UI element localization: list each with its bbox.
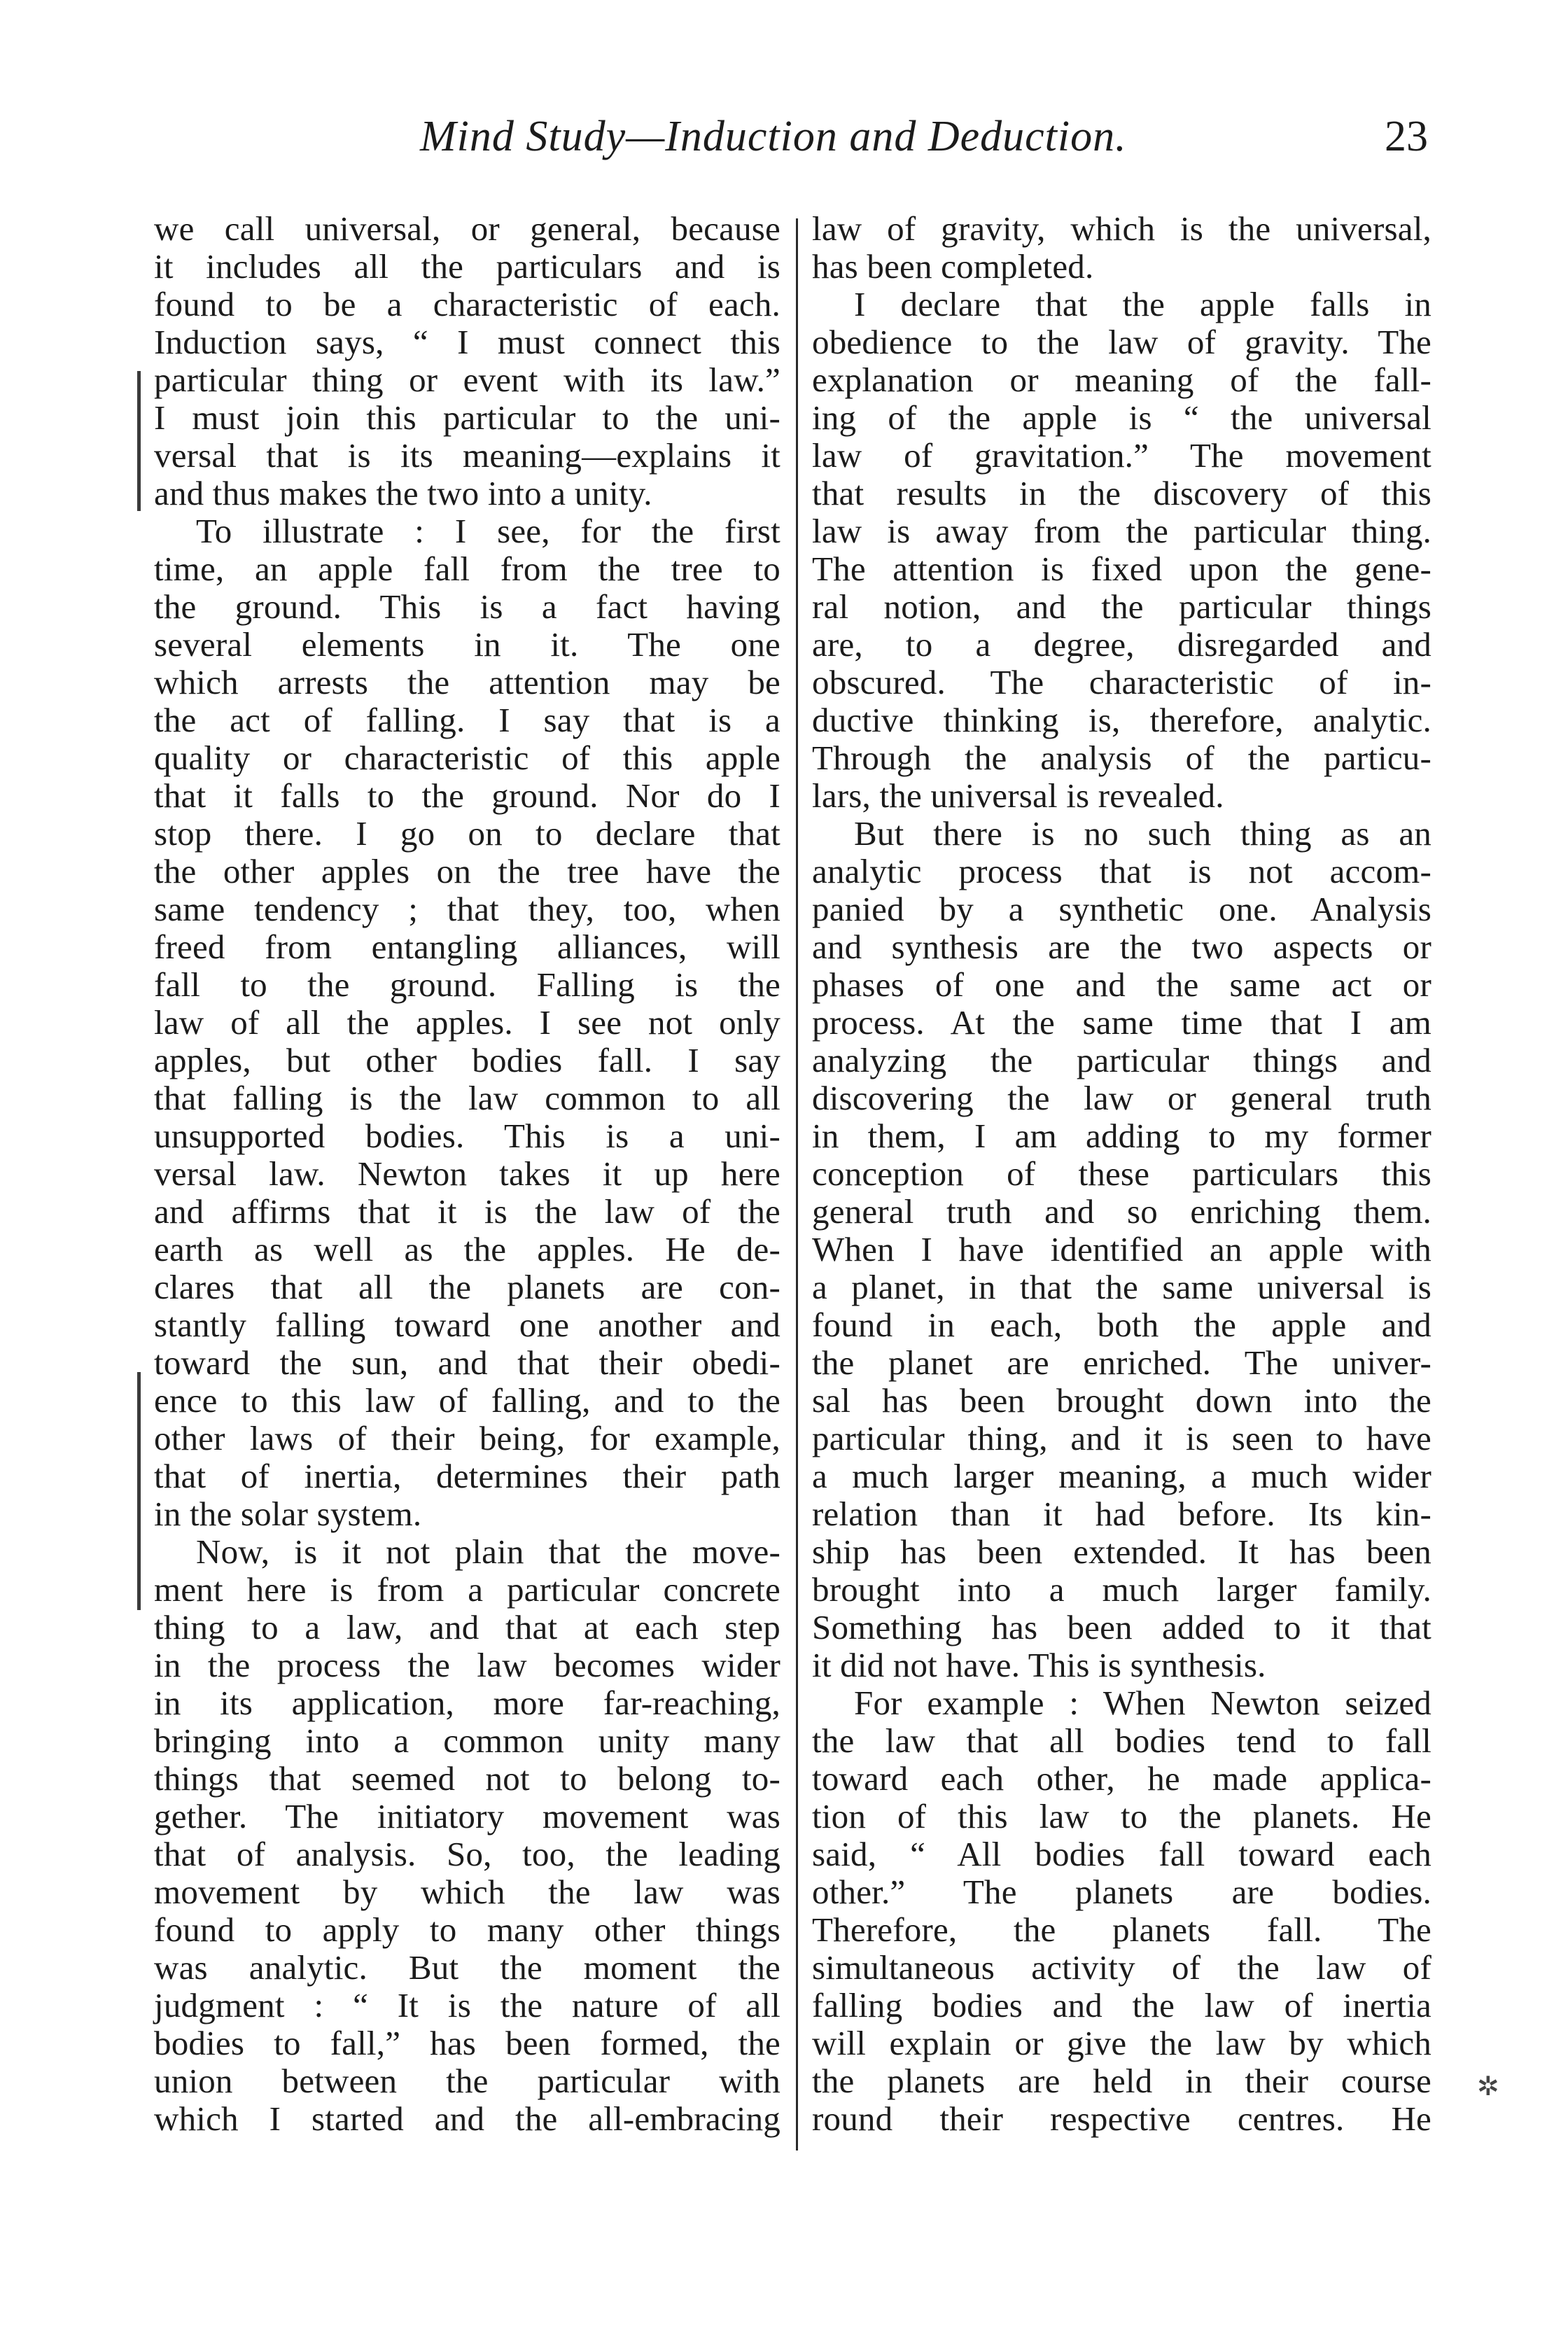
text-line: that of inertia, determines their path — [154, 1457, 780, 1495]
text-line: found in each, both the apple and — [812, 1306, 1432, 1344]
text-line: obscured. The characteristic of in- — [812, 663, 1432, 701]
text-line: ductive thinking is, therefore, analytic. — [812, 701, 1432, 739]
text-line: other laws of their being, for example, — [154, 1419, 780, 1457]
text-line: that of analysis. So, too, the leading — [154, 1835, 780, 1873]
text-line: relation than it had before. Its kin- — [812, 1495, 1432, 1533]
text-line: which I started and the all-embracing — [154, 2099, 780, 2138]
text-line: stop there. I go on to declare that — [154, 814, 780, 853]
text-line: I must join this particular to the uni- — [154, 398, 780, 437]
text-line: and affirms that it is the law of the — [154, 1192, 780, 1231]
text-line: in its application, more far-reaching, — [154, 1684, 780, 1722]
text-line: the planet are enriched. The univer- — [812, 1343, 1432, 1382]
text-line: Induction says, “ I must connect this — [154, 323, 780, 361]
text-line: But there is no such thing as an — [854, 814, 1432, 853]
text-line: found to be a characteristic of each. — [154, 285, 780, 323]
text-line: law of gravitation.” The movement — [812, 436, 1432, 475]
text-line: analytic process that is not accom- — [812, 852, 1432, 890]
text-line: the act of falling. I say that is a — [154, 701, 780, 739]
margin-mark — [137, 371, 141, 511]
text-line: same tendency ; that they, too, when — [154, 890, 780, 928]
running-head — [420, 112, 1428, 168]
text-line: brought into a much larger family. — [812, 1570, 1432, 1609]
left-text-column — [154, 210, 780, 2138]
text-line: has been completed. — [812, 247, 1094, 286]
text-line: ence to this law of falling, and to the — [154, 1381, 780, 1420]
page-number: 23 — [1385, 113, 1428, 160]
text-line: The attention is fixed upon the gene- — [812, 550, 1432, 588]
text-line: round their respective centres. He — [812, 2099, 1432, 2138]
text-line: time, an apple fall from the tree to — [154, 550, 780, 588]
text-line: bodies to fall,” has been formed, the — [154, 2024, 780, 2062]
text-line: falling bodies and the law of inertia — [812, 1986, 1432, 2024]
text-line: clares that all the planets are con- — [154, 1268, 780, 1306]
text-line: analyzing the particular things and — [812, 1041, 1432, 1079]
text-line: Something has been added to it that — [812, 1608, 1432, 1646]
text-line: a planet, in that the same universal is — [812, 1268, 1432, 1306]
text-line: a much larger meaning, a much wider — [812, 1457, 1432, 1495]
text-line: bringing into a common unity many — [154, 1721, 780, 1760]
text-line: toward each other, he made applica- — [812, 1759, 1432, 1798]
text-line: law is away from the particular thing. — [812, 512, 1432, 550]
text-line: we call universal, or general, because — [154, 209, 780, 248]
text-line: things that seemed not to belong to- — [154, 1759, 780, 1798]
text-line: ral notion, and the particular things — [812, 587, 1432, 626]
text-line: obedience to the law of gravity. The — [812, 323, 1432, 361]
text-line: are, to a degree, disregarded and — [812, 625, 1432, 664]
text-line: thing to a law, and that at each step — [154, 1608, 780, 1646]
text-line: and synthesis are the two aspects or — [812, 928, 1432, 966]
text-line: was analytic. But the moment the — [154, 1948, 780, 1987]
text-line: the law that all bodies tend to fall — [812, 1721, 1432, 1760]
text-line: Therefore, the planets fall. The — [812, 1910, 1432, 1949]
text-line: conception of these particulars this — [812, 1154, 1432, 1193]
text-line: versal law. Newton takes it up here — [154, 1154, 780, 1193]
text-line: several elements in it. The one — [154, 625, 780, 664]
text-line: lars, the universal is revealed. — [812, 776, 1224, 815]
text-line: ing of the apple is “ the universal — [812, 398, 1432, 437]
text-line: gether. The initiatory movement was — [154, 1797, 780, 1835]
text-line: phases of one and the same act or — [812, 965, 1432, 1004]
text-line: toward the sun, and that their obedi- — [154, 1343, 780, 1382]
text-line: earth as well as the apples. He de- — [154, 1230, 780, 1268]
text-line: versal that is its meaning—explains it — [154, 436, 780, 475]
text-line: stantly falling toward one another and — [154, 1306, 780, 1344]
text-line: law of all the apples. I see not only — [154, 1003, 780, 1042]
text-line: Now, is it not plain that the move- — [196, 1532, 780, 1571]
text-line: other.” The planets are bodies. — [812, 1873, 1432, 1911]
text-line: simultaneous activity of the law of — [812, 1948, 1432, 1987]
text-line: the other apples on the tree have the — [154, 852, 780, 890]
text-line: that results in the discovery of this — [812, 474, 1432, 512]
text-line: To illustrate : I see, for the first — [196, 512, 780, 550]
text-line: ment here is from a particular concrete — [154, 1570, 780, 1609]
text-line: fall to the ground. Falling is the — [154, 965, 780, 1004]
column-divider — [796, 218, 798, 2150]
text-line: unsupported bodies. This is a uni- — [154, 1117, 780, 1155]
right-text-column — [812, 210, 1432, 2138]
text-line: process. At the same time that I am — [812, 1003, 1432, 1042]
text-line: in the solar system. — [154, 1495, 422, 1533]
text-line: the ground. This is a fact having — [154, 587, 780, 626]
text-line: found to apply to many other things — [154, 1910, 780, 1949]
text-line: which arrests the attention may be — [154, 663, 780, 701]
text-line: tion of this law to the planets. He — [812, 1797, 1432, 1835]
ornament-icon: ✲ — [1477, 2071, 1499, 2101]
text-line: in the process the law becomes wider — [154, 1646, 780, 1684]
text-line: union between the particular with — [154, 2062, 780, 2100]
text-line: freed from entangling alliances, will — [154, 928, 780, 966]
text-line: particular thing or event with its law.” — [154, 361, 780, 399]
text-line: said, “ All bodies fall toward each — [812, 1835, 1432, 1873]
running-head-title: Mind Study—Induction and Deduction. — [420, 113, 1127, 160]
text-line: When I have identified an apple with — [812, 1230, 1432, 1268]
text-line: panied by a synthetic one. Analysis — [812, 890, 1432, 928]
text-line: ship has been extended. It has been — [812, 1532, 1432, 1571]
text-line: will explain or give the law by which — [812, 2024, 1432, 2062]
text-line: it did not have. This is synthesis. — [812, 1646, 1266, 1684]
text-line: law of gravity, which is the universal, — [812, 209, 1432, 248]
text-line: apples, but other bodies fall. I say — [154, 1041, 780, 1079]
text-line: that it falls to the ground. Nor do I — [154, 776, 780, 815]
text-line: explanation or meaning of the fall- — [812, 361, 1432, 399]
text-line: that falling is the law common to all — [154, 1079, 780, 1117]
text-line: movement by which the law was — [154, 1873, 780, 1911]
text-line: I declare that the apple falls in — [854, 285, 1432, 323]
text-line: For example : When Newton seized — [854, 1684, 1432, 1722]
text-line: Through the analysis of the particu- — [812, 739, 1432, 777]
text-line: it includes all the particulars and is — [154, 247, 780, 286]
text-line: general truth and so enriching them. — [812, 1192, 1432, 1231]
text-line: and thus makes the two into a unity. — [154, 474, 652, 512]
text-line: particular thing, and it is seen to have — [812, 1419, 1432, 1457]
text-line: sal has been brought down into the — [812, 1381, 1432, 1420]
text-line: quality or characteristic of this apple — [154, 739, 780, 777]
text-line: the planets are held in their course — [812, 2062, 1432, 2100]
text-line: in them, I am adding to my former — [812, 1117, 1432, 1155]
margin-mark — [137, 1372, 141, 1610]
text-line: discovering the law or general truth — [812, 1079, 1432, 1117]
text-line: judgment : “ It is the nature of all — [154, 1986, 780, 2024]
